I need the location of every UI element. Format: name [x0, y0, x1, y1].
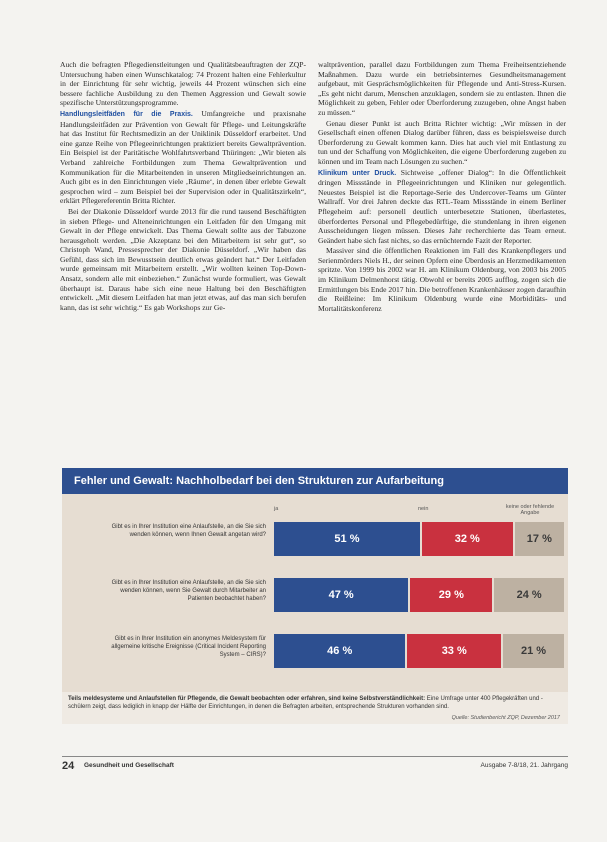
bar-segment-ja: 46 % — [274, 634, 405, 668]
footer-rule — [62, 756, 568, 757]
paragraph: Massiver sind die öffentlichen Reaktionen im Fall des Krankenpflegers und Serienmörders Niels H., der seinen Opfern eine Überdosis an Herzmedikamenten spritzte. Von 1999 bis 2002 war H. am Klinikum Oldenburg, von 2003 bis 2005 im Klinikum Delmenhorst tätig. Obwohl er bereits 2005 aufflog, zogen sich die Ermittlungen bis Ende 2017 hin. Die betroffenen Krankenhäuser zogen daraufhin die Reißleine: Im Klinikum Oldenburg wurde eine Morbiditäts- und Mortalitätskonferenz — [318, 246, 566, 313]
issue-info: Ausgabe 7-8/18, 21. Jahrgang — [480, 762, 568, 769]
legend-ja: ja — [274, 506, 279, 512]
survey-question: Gibt es in Ihrer Institution eine Anlaufstelle, an die Sie sich wenden können, wenn Ihnen Gewalt angetan wird? — [111, 524, 266, 538]
subheading: Klinikum unter Druck. — [318, 169, 397, 177]
bar-segment-nein: 29 % — [410, 578, 492, 612]
article-column-right — [318, 60, 566, 314]
bar-segment-keine-angabe: 24 % — [494, 578, 564, 612]
paragraph — [318, 168, 566, 246]
paragraph-text: Umfangreiche und praxisnahe Handlungsleitfäden zur Prävention von Gewalt für Pflege- und Leitungskräfte hat das Institut für Rechtsmedizin an der Uniklinik Düsseldorf erarbeitet. Und eine ganze Reihe von Pflegeeinrichtungen praktiziert bereits Gewaltprävention. Ein Beispiel ist der Paritätische Wohlfahrtsverband Thüringen: „Wir bieten als Verband zahlreiche Fortbildungen zum Thema Gewaltprävention und Kommunikation für die Mitarbeitenden in unseren Mitgliedseinrichtungen an. Auch gibt es in den Einrichtungen viele ‚Räume‘, in denen über erlebte Gewalt gesprochen wird – zum Beispiel bei der Supervision oder in Qualitätszirkeln“, erklärt Pflegereferentin Britta Richter. — [60, 108, 306, 206]
bar-segment-keine-angabe: 21 % — [503, 634, 564, 668]
infographic-box — [62, 468, 568, 724]
bar-segment-ja: 47 % — [274, 578, 408, 612]
section-name: Gesundheit und Gesellschaft — [84, 762, 174, 769]
footnote-text: Eine Umfrage unter 400 Pflegekräften und -schülern zeigt, dass lediglich in knapp der Hälfte der Einrichtungen, in denen die Befragten arbeiten, entsprechende Strukturen vorhanden sind. — [68, 696, 543, 710]
subheading: Handlungsleitfäden für die Praxis. — [60, 110, 193, 118]
page-number: 24 — [62, 760, 75, 772]
bar-segment-nein: 33 % — [407, 634, 501, 668]
infographic-title: Fehler und Gewalt: Nachholbedarf bei den Strukturen zur Aufarbeitung — [62, 468, 568, 494]
survey-question: Gibt es in Ihrer Institution ein anonymes Meldesystem für allgemeine kritische Ereignisse (Critical Incident Reporting System – CIRS)? — [111, 636, 266, 658]
paragraph: waltprävention, parallel dazu Fortbildungen zum Thema Freiheitsentziehende Maßnahmen. Dazu wurde ein betriebsinternes Gesundheitsmanagement aufgebaut, mit Gesprächsmöglichkeiten für Pflegende und Anti-Stress-Kursen. „Es geht nicht darum, Menschen anzuklagen, sondern sie zu entlasten. Ihnen die Möglichkeit zu geben, Fehler oder Überforderung zuzugeben, ohne Angst haben zu müssen.“ — [318, 60, 566, 117]
survey-question: Gibt es in Ihrer Institution eine Anlaufstelle, an die Sie sich wenden können, wenn Sie Gewalt durch Mitarbeiter an Patienten beobachtet haben? — [111, 580, 266, 602]
article-column-left — [60, 60, 306, 313]
source-note: Quelle: Studienbericht ZQP, Dezember 2017 — [451, 715, 560, 721]
paragraph-text: Sichtweise „offener Dialog“: In die Öffentlichkeit dringen Missstände in Pflegeeinrichtungen und Kliniken nur gelegentlich. Neuestes Beispiel ist die Reportage-Serie des Undercover-Teams um Günter Wallraff. Vor drei Jahren deckte das RTL-Team Missstände in einem Berliner Pflegeheim auf: personell deutlich unterbesetzte Stationen, überlastetes, überfordertes Personal und Pflegebedürftige, die stundenlang in ihren eigenen Ausscheidungen liegen müssen. Dieses Jahr recherchierte das Team erneut. Geändert habe sich fast nichts, so das ernüchternde Fazit der Reporter. — [318, 167, 566, 245]
stacked-bar — [274, 578, 564, 612]
bar-segment-nein: 32 % — [422, 522, 513, 556]
bar-segment-keine-angabe: 17 % — [515, 522, 564, 556]
footnote-lead: Teils meldesysteme und Anlaufstellen für Pflegende, die Gewalt beobachten oder erfahren, sind keine Selbstverständlichkeit: — [68, 696, 426, 702]
paragraph: Genau dieser Punkt ist auch Britta Richter wichtig: „Wir müssen in der Gesellschaft einen offenen Dialog darüber führen, dass es beispielsweise durch Überforderung zu Gewalt kommen kann. Dies hat auch viel mit Entlastung zu tun und der Schaffung von Möglichkeiten, die eigene Überforderung zugeben zu können und im Team nach Lösungen zu suchen.“ — [318, 118, 566, 166]
paragraph: Auch die befragten Pflegedienstleitungen und Qualitätsbeauftragten der ZQP-Untersuchung haben einen Wunschkatalog: 74 Prozent halten eine Fehlerkultur in der Einrichtung für sehr wichtig, jeweils 44 Prozent wünschen sich eine bessere fachliche Ausbildung zu den Themen Aggression und Gewalt sowie spezifische Unterstützungsprogramme. — [60, 60, 306, 108]
page-footer — [62, 760, 568, 772]
legend-keine-angabe: keine oder fehlende Angabe — [505, 504, 555, 516]
stacked-bar — [274, 522, 564, 556]
bar-segment-ja: 51 % — [274, 522, 420, 556]
infographic-footnote — [62, 692, 568, 724]
legend-nein: nein — [418, 506, 429, 512]
paragraph — [60, 109, 306, 206]
stacked-bar — [274, 634, 564, 668]
paragraph: Bei der Diakonie Düsseldorf wurde 2013 für die rund tausend Beschäftigten in sieben Pflege- und Alteneinrichtungen ein Leitfaden für den Umgang mit Gewalt in der Pflege entwickelt. Das Thema Gewalt sollte aus der Tabuzone herausgeholt werden. „Die Akzeptanz bei den Mitarbeitern ist sehr gut“, so Christoph Wand, Pressesprecher der Diakonie Düsseldorf. „Wir haben das Gefühl, dass sich im Bewusstsein deutlich etwas geändert hat.“ Der Leitfaden wurde gemeinsam mit Mitarbeitern erstellt. „Wir wollten keinen Top-Down-Ansatz, sondern alle mit einbeziehen.“ Zunächst wurde formuliert, was Gewalt überhaupt ist. Daraus habe sich eine neue Haltung bei den Beschäftigten entwickelt. „Mit diesem Leitfaden hat man jetzt etwas, auf das man sich berufen kann, das ist sehr wichtig.“ Es gab Workshops zur Ge- — [60, 206, 306, 312]
